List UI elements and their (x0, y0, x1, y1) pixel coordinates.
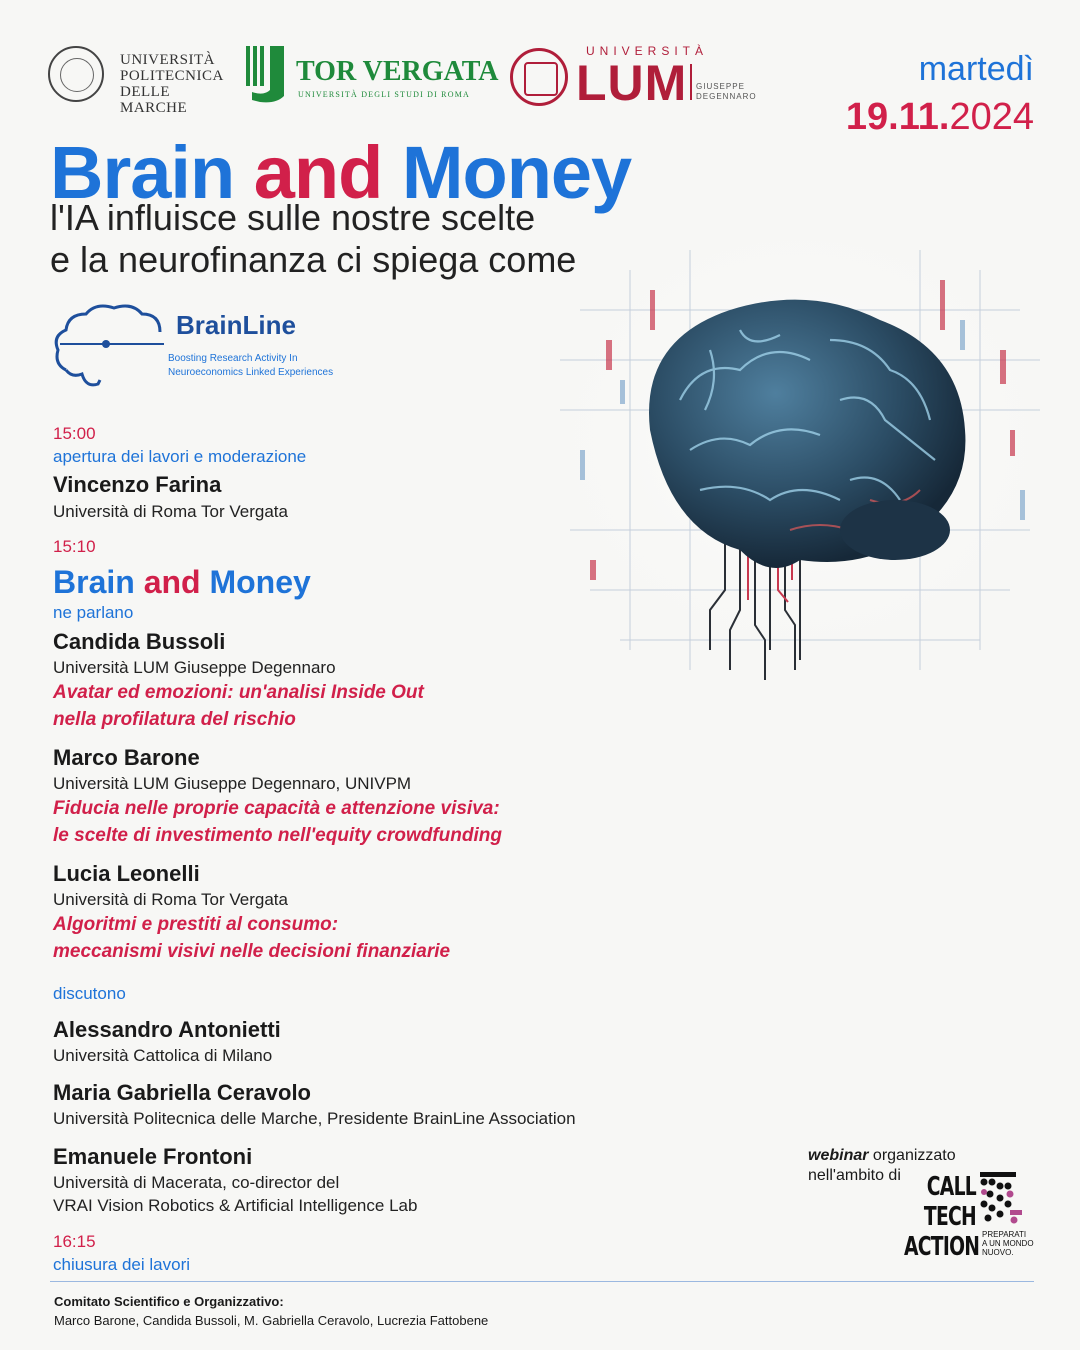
cta-tagline: PREPARATI A UN MONDO NUOVO. (982, 1230, 1034, 1257)
opening-label: apertura dei lavori e moderazione (53, 447, 307, 466)
lum-divider (690, 64, 692, 100)
discussant-affiliation: VRAI Vision Robotics & Artificial Intelligence Lab (53, 1196, 418, 1215)
cta-words: CALL TECH ACTION (904, 1172, 980, 1262)
univpm-name: UNIVERSITÀ POLITECNICA DELLE MARCHE (120, 52, 224, 116)
moderator-affiliation: Università di Roma Tor Vergata (53, 502, 288, 521)
ne-parlano-label: ne parlano (53, 603, 134, 622)
tor-vergata-sub: UNIVERSITÀ DEGLI STUDI DI ROMA (298, 90, 470, 99)
discussant-name: Emanuele Frontoni (53, 1144, 253, 1169)
committee-heading: Comitato Scientifico e Organizzativo: (54, 1294, 284, 1309)
cta-pattern-icon (980, 1172, 1024, 1228)
univpm-logo (48, 44, 233, 116)
tor-vergata-logo (246, 44, 499, 106)
event-date-daymonth: 19.11. (845, 96, 950, 138)
discussant-affiliation: Università Politecnica delle Marche, Presidente BrainLine Association (53, 1109, 576, 1128)
univpm-seal-icon (48, 46, 104, 102)
discussant-affiliation: Università Cattolica di Milano (53, 1046, 273, 1065)
brainline-cloud-icon (52, 300, 164, 392)
speaker-affiliation: Università LUM Giuseppe Degennaro, UNIVPM (53, 774, 412, 793)
time-15-00: 15:00 (53, 424, 96, 443)
event-date-year: 2024 (949, 96, 1034, 138)
brainline-name: BrainLine (176, 310, 296, 340)
tor-vergata-name: TOR VERGATA (296, 56, 499, 87)
closing-label: chiusura dei lavori (53, 1255, 191, 1274)
lum-logo (510, 44, 770, 111)
footer-committee (54, 1292, 488, 1330)
call-tech-action-logo (904, 1172, 1044, 1268)
footer-divider (50, 1281, 1034, 1282)
discutono-label: discutono (53, 984, 126, 1003)
moderator-name: Vincenzo Farina (53, 472, 222, 497)
committee-members: Marco Barone, Candida Bussoli, M. Gabriella Ceravolo, Lucrezia Fattobene (54, 1313, 489, 1328)
talk-title: Fiducia nelle proprie capacità e attenzione visiva: (53, 798, 500, 819)
time-16-15: 16:15 (53, 1232, 96, 1251)
brainline-subtitle: Boosting Research Activity In Neuroeconomics Linked Experiences (168, 353, 334, 378)
brainline-logo (52, 300, 334, 392)
discussant-name: Maria Gabriella Ceravolo (53, 1080, 311, 1105)
talk-title: nella profilatura del rischio (53, 709, 296, 730)
speaker-affiliation: Università di Roma Tor Vergata (53, 890, 288, 909)
talk-title: le scelte di investimento nell'equity crowdfunding (53, 825, 502, 846)
section-title: Brain and Money (53, 564, 311, 600)
speaker-name: Lucia Leonelli (53, 861, 200, 886)
lum-universita: UNIVERSITÀ (586, 44, 709, 58)
speaker-name: Candida Bussoli (53, 629, 226, 654)
speaker-name: Marco Barone (53, 745, 200, 770)
talk-title: Algoritmi e prestiti al consumo: (53, 914, 339, 935)
brain-illustration (540, 230, 1060, 700)
tor-vergata-mark-icon (246, 46, 286, 104)
discussant-affiliation: Università di Macerata, co-director del (53, 1173, 340, 1192)
event-date (846, 96, 1034, 139)
page-title: Brain and Money (50, 131, 632, 214)
webinar-note: webinar organizzato nell'ambito di (808, 1147, 956, 1184)
discussant-name: Alessandro Antonietti (53, 1017, 281, 1042)
talk-title: meccanismi visivi nelle decisioni finanziarie (53, 941, 451, 962)
lum-name: LUM (576, 55, 688, 111)
talk-title: Avatar ed emozioni: un'analisi Inside Out (53, 682, 424, 703)
lum-seal-icon (510, 48, 568, 106)
lum-degennaro: GIUSEPPE DEGENNARO (696, 82, 757, 101)
speaker-affiliation: Università LUM Giuseppe Degennaro (53, 658, 336, 677)
page-subtitle: l'IA influisce sulle nostre scelte e la neurofinanza ci spiega come (50, 197, 577, 280)
event-day: martedì (918, 50, 1034, 88)
time-15-10: 15:10 (53, 537, 96, 556)
